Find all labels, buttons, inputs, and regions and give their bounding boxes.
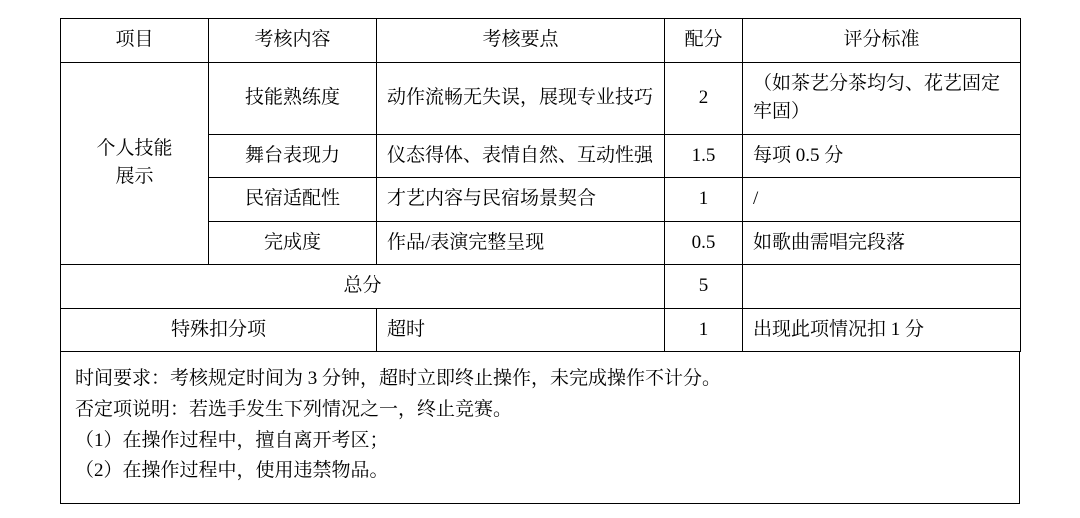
row-score: 1.5: [665, 134, 743, 178]
row-criteria: 每项 0.5 分: [743, 134, 1021, 178]
total-label: 总分: [61, 265, 665, 309]
table-deduction-row: [61, 308, 1021, 352]
header-cell-points: 考核要点: [377, 19, 665, 63]
group-label-cell: [61, 62, 209, 265]
row-points: 作品/表演完整呈现: [377, 221, 665, 265]
header-cell-content: 考核内容: [209, 19, 377, 63]
group-label-line1: 个人技能: [96, 137, 173, 159]
table-body: [61, 62, 1021, 352]
row-score: 2: [665, 62, 743, 134]
row-score: 0.5: [665, 221, 743, 265]
note-line-item-1: （1）在操作过程中，擅自离开考区；: [75, 429, 389, 451]
header-cell-item: 项目: [61, 19, 209, 63]
deduction-label: 特殊扣分项: [61, 308, 377, 352]
row-criteria: 如歌曲需唱完段落: [743, 221, 1021, 265]
row-points: 动作流畅无失误，展现专业技巧: [377, 62, 665, 134]
row-points: 仪态得体、表情自然、互动性强: [377, 134, 665, 178]
header-cell-criteria: 评分标准: [743, 19, 1021, 63]
note-line-item-2: （2）在操作过程中，使用违禁物品。: [75, 460, 389, 482]
table-header: [61, 19, 1021, 63]
row-content: 技能熟练度: [209, 62, 377, 134]
header-cell-score: 配分: [665, 19, 743, 63]
notes-block: [60, 352, 1020, 504]
row-content: 舞台表现力: [209, 134, 377, 178]
group-label-line2: 展示: [115, 166, 154, 188]
row-content: 完成度: [209, 221, 377, 265]
total-criteria: [743, 265, 1021, 309]
row-content: 民宿适配性: [209, 178, 377, 222]
assessment-table: [60, 18, 1021, 352]
deduction-points: 超时: [377, 308, 665, 352]
note-line-time-requirement: 时间要求：考核规定时间为 3 分钟，超时立即终止操作，未完成操作不计分。: [75, 368, 722, 389]
table-row: [61, 62, 1021, 134]
note-line-negative-items: 否定项说明：若选手发生下列情况之一，终止竞赛。: [75, 398, 513, 420]
row-points: 才艺内容与民宿场景契合: [377, 178, 665, 222]
deduction-score: 1: [665, 308, 743, 352]
table-header-row: [61, 19, 1021, 63]
total-score: 5: [665, 265, 743, 309]
row-criteria: （如茶艺分茶均匀、花艺固定牢固）: [743, 62, 1021, 134]
table-total-row: [61, 265, 1021, 309]
deduction-criteria: 出现此项情况扣 1 分: [743, 308, 1021, 352]
row-score: 1: [665, 178, 743, 222]
row-criteria: /: [743, 178, 1021, 222]
